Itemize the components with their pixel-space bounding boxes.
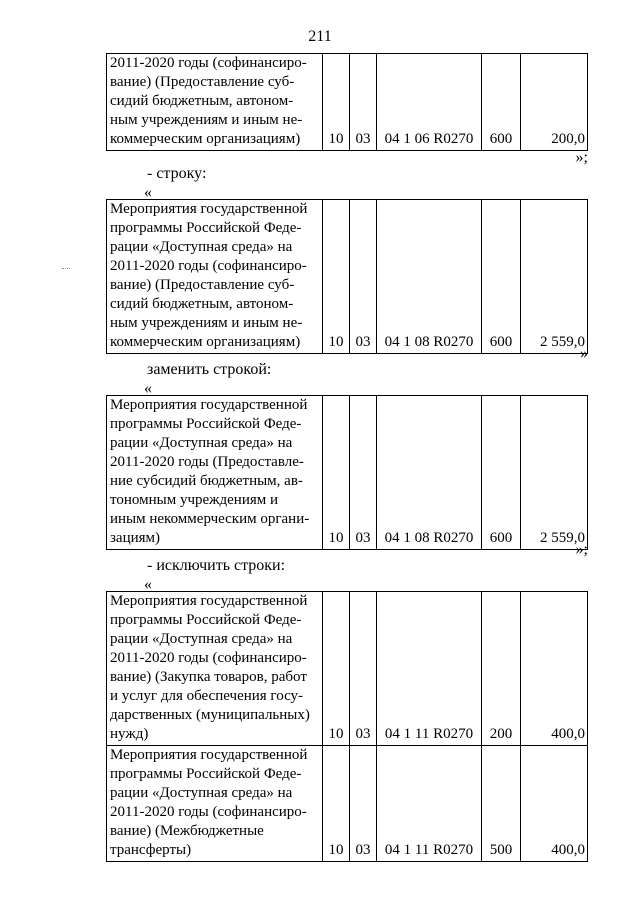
cell-section: 10 [323, 396, 350, 550]
cell-subsection: 03 [350, 746, 377, 862]
instruction-text-row: - строку: [147, 165, 207, 182]
budget-table-1 [106, 53, 588, 151]
instruction-text-replace: заменить строкой: [147, 361, 272, 378]
cell-section: 10 [323, 54, 350, 151]
cell-name: Мероприятия государственной программы Российской Феде- рации «Доступная среда» на 2011-2020 годы (софинансиро- вание) (Межбюджетные трансферты) [107, 746, 323, 862]
cell-target-article: 04 1 11 R0270 [377, 592, 482, 746]
budget-table-2 [106, 199, 588, 354]
cell-expense-type: 500 [482, 746, 521, 862]
cell-target-article: 04 1 11 R0270 [377, 746, 482, 862]
cell-amount: 2 559,0 [521, 396, 588, 550]
cell-amount: 400,0 [521, 746, 588, 862]
table-row [107, 592, 588, 746]
cell-expense-type: 600 [482, 54, 521, 151]
table-row [107, 54, 588, 151]
budget-table-4 [106, 591, 588, 862]
page-number: 211 [308, 28, 332, 45]
cell-name: Мероприятия государственной программы Российской Феде- рации «Доступная среда» на 2011-2020 годы (софинансиро- вание) (Закупка товаров, работ и услуг для обеспечения госу- дарственных (муниципальных) нужд) [107, 592, 323, 746]
cell-subsection: 03 [350, 396, 377, 550]
cell-expense-type: 600 [482, 396, 521, 550]
closing-quote: »; [575, 149, 588, 166]
cell-section: 10 [323, 592, 350, 746]
instruction-text-exclude: - исключить строки: [147, 557, 286, 574]
cell-amount: 200,0 [521, 54, 588, 151]
table-row [107, 200, 588, 354]
opening-quote: « [144, 184, 152, 201]
cell-amount: 2 559,0 [521, 200, 588, 354]
cell-expense-type: 200 [482, 592, 521, 746]
cell-name: 2011-2020 годы (софинансиро- вание) (Предоставление суб- сидий бюджетным, автоном- ным учреждениям и иным не- коммерческим организациям) [107, 54, 323, 151]
closing-quote: »; [575, 541, 588, 558]
cell-name: Мероприятия государственной программы Российской Феде- рации «Доступная среда» на 2011-2020 годы (софинансиро- вание) (Предоставление суб- сидий бюджетным, автоном- ным учреждениям и иным не- коммерческим организациям) [107, 200, 323, 354]
table-row [107, 396, 588, 550]
budget-table-3 [106, 395, 588, 550]
margin-mark [62, 268, 70, 270]
cell-subsection: 03 [350, 54, 377, 151]
cell-section: 10 [323, 746, 350, 862]
cell-target-article: 04 1 06 R0270 [377, 54, 482, 151]
closing-quote: » [580, 345, 588, 362]
table-row [107, 746, 588, 862]
cell-name: Мероприятия государственной программы Российской Феде- рации «Доступная среда» на 2011-2020 годы (Предоставле- ние субсидий бюджетным, ав- тономным учреждениям и иным некоммерческим органи- зациям) [107, 396, 323, 550]
cell-amount: 400,0 [521, 592, 588, 746]
opening-quote: « [144, 576, 152, 593]
cell-section: 10 [323, 200, 350, 354]
cell-target-article: 04 1 08 R0270 [377, 396, 482, 550]
cell-subsection: 03 [350, 200, 377, 354]
cell-target-article: 04 1 08 R0270 [377, 200, 482, 354]
cell-expense-type: 600 [482, 200, 521, 354]
cell-subsection: 03 [350, 592, 377, 746]
opening-quote: « [144, 380, 152, 397]
